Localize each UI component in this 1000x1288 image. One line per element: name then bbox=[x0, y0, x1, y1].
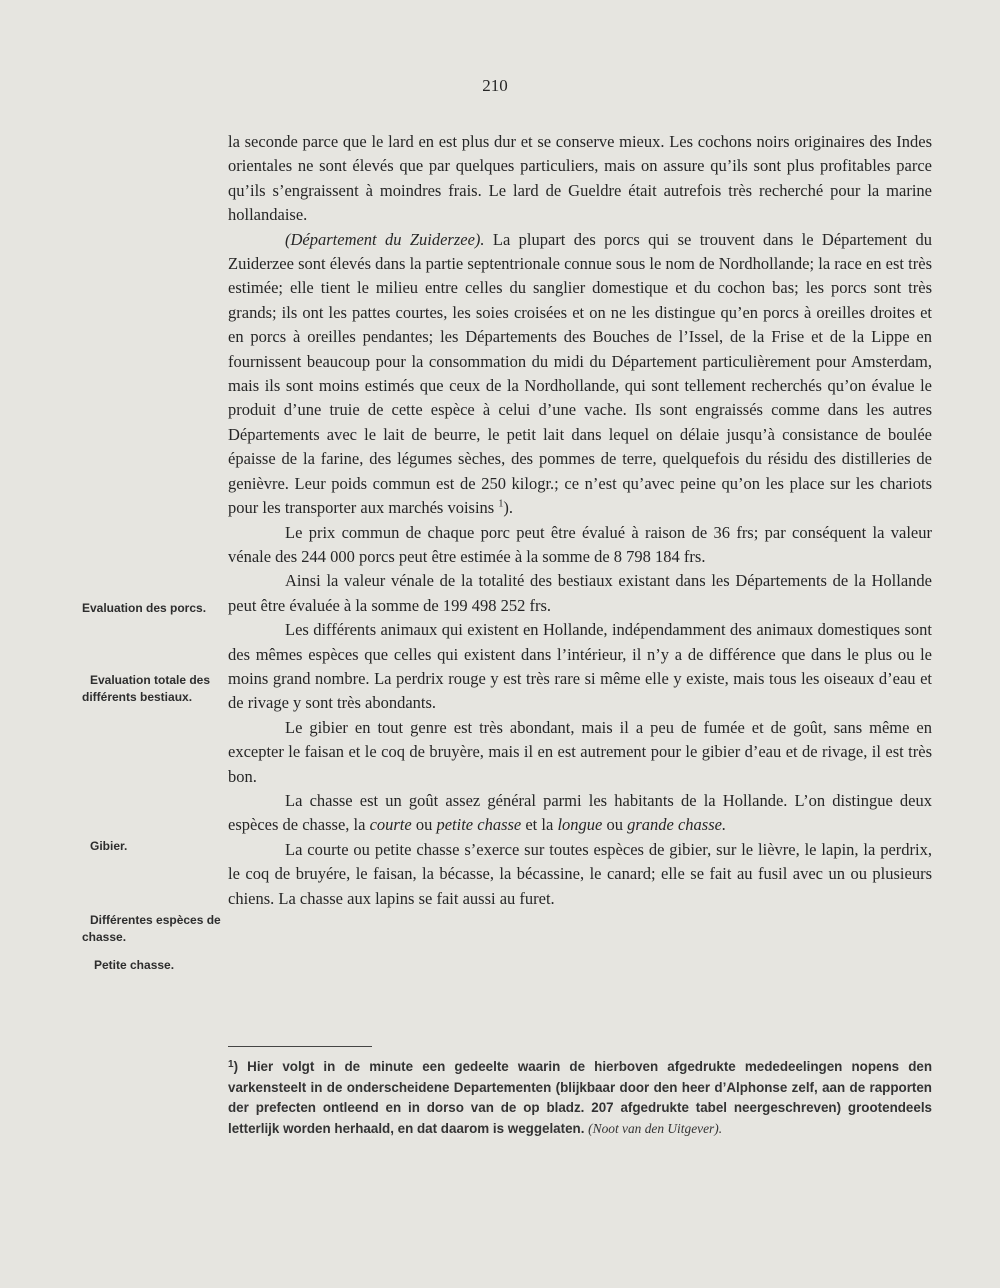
footnote-editor-note: (Noot van den Uitgever). bbox=[588, 1120, 723, 1136]
paragraph-5: Les différents animaux qui existent en Hollande, indépendamment des animaux domestiques sont des mêmes espèces que celles qui existent dans l’intérieur, il n’y a de différence que dans le plus ou le moins grand nombre. La perdrix rouge y est très rare si même elle y existe, mais tous les oiseaux d’eau et de rivage y sont très abondants. bbox=[228, 620, 932, 713]
paragraph-4: Ainsi la valeur vénale de la totalité des bestiaux existant dans les Départements de la Hollande peut être évaluée à la somme de 199 498 252 frs. bbox=[228, 571, 932, 615]
paragraph-2: (Département du Zuiderzee). La plupart des porcs qui se trouvent dans le Département du Zuiderzee sont élevés dans la partie septentrionale connue sous le nom de Nordhollande; la race en est très estimée; elle tient le milieu entre celles du sanglier domestique et du cochon bas; les porcs sont très grands; ils ont les pattes courtes, les soies croisées et on ne les distingue qu’en porcs à oreilles droites et en porcs à oreilles pendantes; les Départements des Bouches de l’Issel, de la Frise et de la Lippe en fournissent beaucoup pour la consommation du midi du Département particulièrement pour Amsterdam, mais ils sont moins estimés que ceux de la Nordhollande, qui sont tellement recherchés qu’on évalue le produit d’une truie de cette espèce à celui d’une vache. Ils sont engraissés comme dans les autres Départements avec le lait de beurre, le petit lait dans lequel on délaie jusqu’à consistance de boulée épaisse de la farine, des légumes sèches, des pommes de terre, quelquefois du résidu des distilleries de genièvre. Leur poids commun est de 250 kilogr.; ce n’est qu’avec peine qu’on les place sur les chariots pour les transporter aux marchés voisins $^1$). bbox=[228, 229, 932, 518]
paragraph-1: la seconde parce que le lard en est plus dur et se conserve mieux. Les cochons noirs originaires des Indes orientales ne sont élevés que par quelques particuliers, mais on assure qu’ils sont plus profitables parce qu’ils s’engraissent à moindres frais. Le lard de Gueldre était autrefois très recherché pour la marine hollandaise. bbox=[228, 132, 932, 225]
margin-note-evaluation-porcs: Evaluation des porcs. bbox=[82, 601, 207, 615]
page-number: 210 bbox=[482, 76, 508, 95]
paragraph-8: La courte ou petite chasse s’exerce sur toutes espèces de gibier, sur le lièvre, le lapin, la perdrix, le coq de bruyére, le faisan, la bécasse, la bécassine, le canard; elle se fait au fusil avec un ou plusieurs chiens. La chasse aux lapins se fait aussi au furet. bbox=[228, 839, 932, 908]
paragraph-7: La chasse est un goût assez général parmi les habitants de la Hollande. L’on distingue deux espèces de chasse, la courte ou petite chasse et la longue ou grande chasse. bbox=[228, 790, 932, 835]
footnote-divider bbox=[228, 1046, 372, 1047]
footnote-text: ) Hier volgt in de minute een gedeelte waarin de hierboven afgedrukte mededeelingen nopens den varkensteelt in de onderscheidene Departementen (blijkbaar door den heer d’Alphonse zelf, aan de rapporten der prefecten ontleend en in dorso van de op bladz. 207 afgedrukte tabel neergeschreven) grootendeels letterlijk worden herhaald, en dat daarom is weggelaten. bbox=[228, 1059, 932, 1136]
footnote-mark: 1 bbox=[228, 1059, 234, 1070]
main-text bbox=[228, 130, 932, 911]
footnote bbox=[228, 1055, 932, 1139]
footnote-ref: 1 bbox=[498, 498, 504, 510]
section-heading-zuiderzee: (Département du Zuiderzee). bbox=[285, 229, 485, 249]
margin-note-gibier: Gibier. bbox=[90, 839, 128, 853]
margin-note-differentes-especes: Différentes espèces de chasse. bbox=[82, 913, 221, 944]
paragraph-6: Le gibier en tout genre est très abondant, mais il a peu de fumée et de goût, sans même en excepter le faisan et le coq de bruyère, mais il en est autrement pour le gibier d’eau et de rivage, il est très bon. bbox=[228, 717, 932, 786]
paragraph-3: Le prix commun de chaque porc peut être évalué à raison de 36 frs; par conséquent la valeur vénale des 244 000 porcs peut être estimée à la somme de 8 798 184 frs. bbox=[228, 522, 932, 566]
margin-note-evaluation-totale: Evaluation totale des différents bestiaux. bbox=[82, 673, 211, 704]
margin-note-petite-chasse: Petite chasse. bbox=[94, 958, 175, 972]
